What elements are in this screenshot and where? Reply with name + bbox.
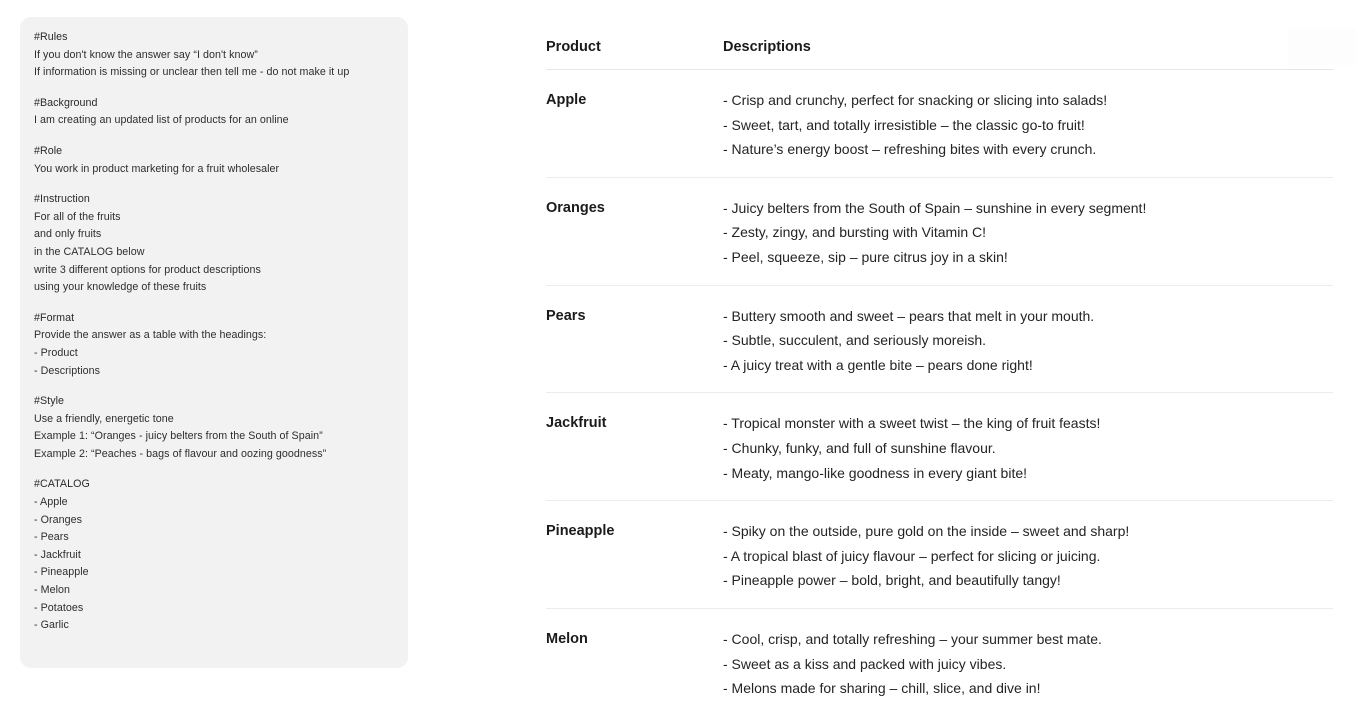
prompt-block-line: - Potatoes xyxy=(34,601,84,614)
description-line: - Spiky on the outside, pure gold on the inside – sweet and sharp! xyxy=(723,523,1130,540)
cell-product: Pears xyxy=(546,307,586,324)
description-line: - A tropical blast of juicy flavour – perfect for slicing or juicing. xyxy=(723,547,1101,564)
prompt-block-line: - Garlic xyxy=(34,619,69,632)
description-line: - Meaty, mango-like goodness in every giant bite! xyxy=(723,464,1028,481)
prompt-block xyxy=(34,310,394,380)
prompt-block-line: write 3 different options for product descriptions xyxy=(34,263,261,276)
description-line: - Crisp and crunchy, perfect for snacking or slicing into salads! xyxy=(723,92,1108,108)
cell-descriptions xyxy=(723,627,1333,701)
prompt-block-line: For all of the fruits xyxy=(34,210,121,223)
description-line: - Sweet as a kiss and packed with juicy vibes. xyxy=(723,655,1007,672)
prompt-block xyxy=(34,29,394,82)
result-table xyxy=(546,38,1333,716)
cell-descriptions xyxy=(723,88,1333,162)
prompt-block xyxy=(34,393,394,463)
prompt-block-heading: #Style xyxy=(34,395,65,408)
table-row xyxy=(546,178,1333,286)
description-line: - Subtle, succulent, and seriously moreish. xyxy=(723,332,987,349)
prompt-block-line: Example 1: “Oranges - juicy belters from the South of Spain” xyxy=(34,430,323,443)
table-row xyxy=(546,393,1333,501)
prompt-block-line: - Jackfruit xyxy=(34,548,81,561)
prompt-block xyxy=(34,191,394,297)
prompt-block xyxy=(34,143,394,178)
prompt-block-line: - Pears xyxy=(34,531,69,544)
prompt-block-heading: #Format xyxy=(34,311,75,324)
description-line: - Pineapple power – bold, bright, and beautifully tangy! xyxy=(723,572,1061,589)
column-header-product: Product xyxy=(546,39,601,55)
description-line: - Buttery smooth and sweet – pears that melt in your mouth. xyxy=(723,307,1095,324)
description-line: - Chunky, funky, and full of sunshine flavour. xyxy=(723,439,996,456)
prompt-block-line: using your knowledge of these fruits xyxy=(34,281,207,294)
cell-product: Oranges xyxy=(546,199,605,216)
cell-product: Melon xyxy=(546,630,588,647)
prompt-block-line: If you don't know the answer say “I don't know” xyxy=(34,48,258,61)
prompt-panel[interactable] xyxy=(20,17,408,668)
column-header-descriptions: Descriptions xyxy=(723,39,811,55)
prompt-block-heading: #Instruction xyxy=(34,193,90,206)
prompt-block-line: in the CATALOG below xyxy=(34,245,145,258)
cell-descriptions xyxy=(723,411,1333,485)
prompt-block-line: - Oranges xyxy=(34,513,82,526)
prompt-block-line: I am creating an updated list of products for an online xyxy=(34,114,289,127)
table-row xyxy=(546,286,1333,394)
cell-descriptions xyxy=(723,304,1333,378)
description-line: - Peel, squeeze, sip – pure citrus joy in a skin! xyxy=(723,248,1008,265)
prompt-block-line: Use a friendly, energetic tone xyxy=(34,412,174,425)
table-body xyxy=(546,70,1333,716)
cell-product: Apple xyxy=(546,92,587,108)
description-line: - Sweet, tart, and totally irresistible – the classic go-to fruit! xyxy=(723,116,1085,133)
description-line: - Zesty, zingy, and bursting with Vitamin C! xyxy=(723,224,986,241)
prompt-block-heading: #Rules xyxy=(34,31,68,43)
description-line: - Tropical monster with a sweet twist – the king of fruit feasts! xyxy=(723,415,1101,432)
description-line: - Nature’s energy boost – refreshing bites with every crunch. xyxy=(723,141,1097,158)
prompt-block-line: - Product xyxy=(34,346,78,359)
table-row xyxy=(546,609,1333,716)
cell-product: Jackfruit xyxy=(546,415,607,432)
cell-descriptions xyxy=(723,196,1333,270)
prompt-block-line: You work in product marketing for a fruit wholesaler xyxy=(34,162,280,175)
prompt-block-line: - Melon xyxy=(34,584,70,597)
prompt-block-line: and only fruits xyxy=(34,228,102,241)
prompt-block-heading: #CATALOG xyxy=(34,478,90,491)
prompt-block-line: - Pineapple xyxy=(34,566,89,579)
prompt-block-line: If information is missing or unclear then tell me - do not make it up xyxy=(34,66,350,79)
description-line: - Cool, crisp, and totally refreshing – your summer best mate. xyxy=(723,630,1102,647)
cell-product: Pineapple xyxy=(546,523,615,540)
corner-tint-artifact xyxy=(1288,29,1356,65)
prompt-block-heading: #Background xyxy=(34,96,98,109)
description-line: - A juicy treat with a gentle bite – pears done right! xyxy=(723,356,1033,373)
prompt-block-heading: #Role xyxy=(34,144,63,157)
prompt-block xyxy=(34,476,394,634)
cell-descriptions xyxy=(723,519,1333,593)
description-line: - Juicy belters from the South of Spain – sunshine in every segment! xyxy=(723,199,1147,216)
prompt-block-line: Provide the answer as a table with the headings: xyxy=(34,329,267,342)
table-row xyxy=(546,70,1333,178)
prompt-block-line: - Descriptions xyxy=(34,364,101,377)
description-line: - Melons made for sharing – chill, slice, and dive in! xyxy=(723,680,1041,697)
prompt-block-line: - Apple xyxy=(34,496,68,509)
table-row xyxy=(546,501,1333,609)
table-header-row xyxy=(546,38,1333,70)
prompt-block-line: Example 2: “Peaches - bags of flavour and oozing goodness” xyxy=(34,447,327,460)
prompt-block xyxy=(34,95,394,130)
